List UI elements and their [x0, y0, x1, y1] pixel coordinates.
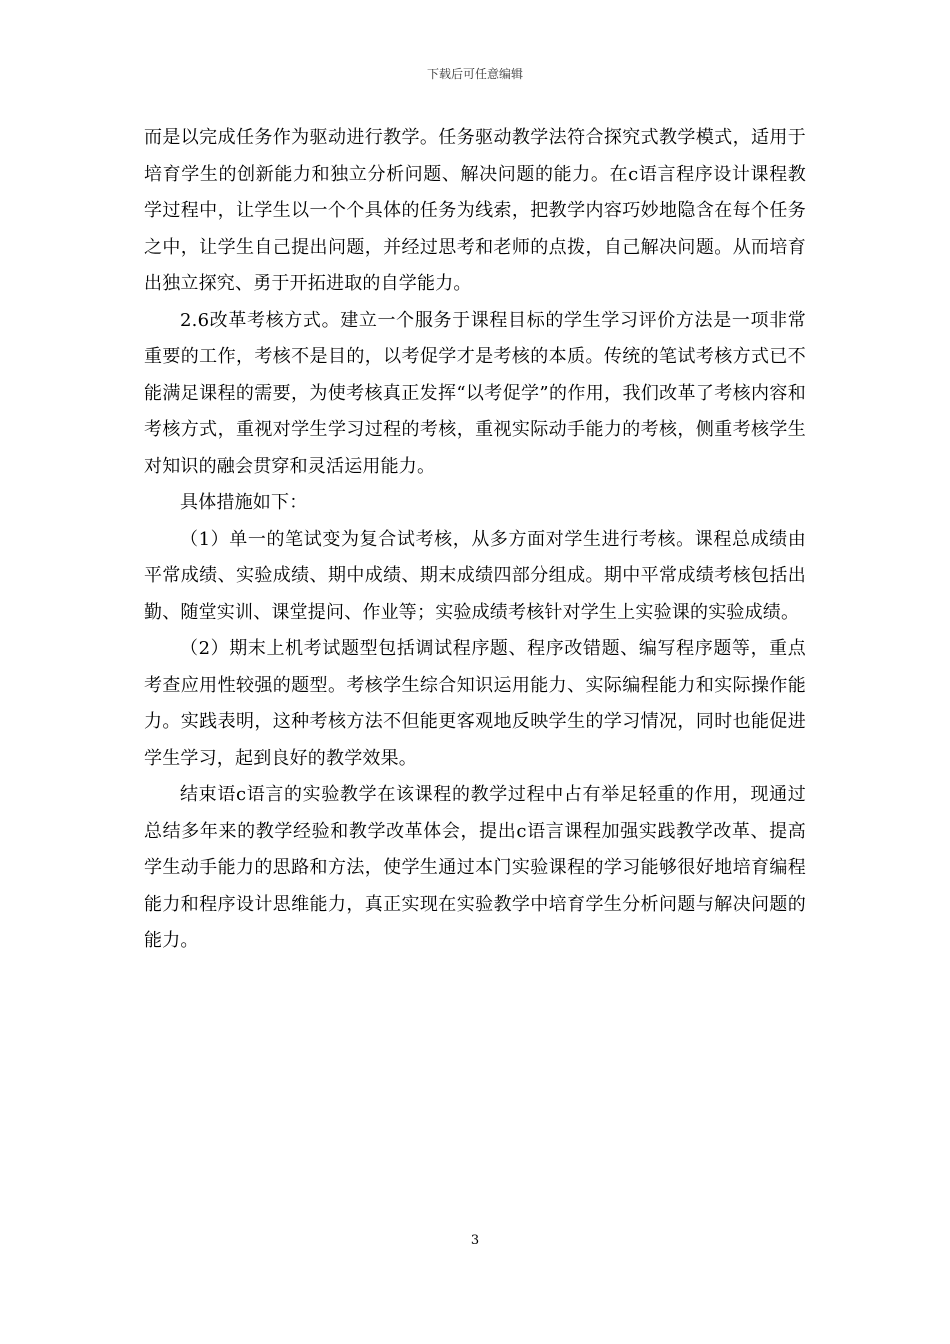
- paragraph-measure-2: （2）期末上机考试题型包括调试程序题、程序改错题、编写程序题等，重点考查应用性较强的题型。考核学生综合知识运用能力、实际编程能力和实际操作能力。实践表明，这种考核方法不但能更客观地反映学生的学习情况，同时也能促进学生学习，起到良好的教学效果。: [144, 638, 806, 769]
- paragraph-assessment-reform: 2.6改革考核方式。建立一个服务于课程目标的学生学习评价方法是一项非常重要的工作，考核不是目的，以考促学才是考核的本质。传统的笔试考核方式已不能满足课程的需要，为使考核真正发挥“以考促学”的作用，我们改革了考核内容和考核方式，重视对学生学习过程的考核，重视实际动手能力的考核，侧重考核学生对知识的融会贯穿和灵活运用能力。: [144, 309, 806, 477]
- paragraph-conclusion: 结束语c语言的实验教学在该课程的教学过程中占有举足轻重的作用，现通过总结多年来的教学经验和教学改革体会，提出c语言课程加强实践教学改革、提高学生动手能力的思路和方法，使学生通过本门实验课程的学习能够很好地培育编程能力和程序设计思维能力，真正实现在实验教学中培育学生分析问题与解决问题的能力。: [144, 784, 806, 951]
- page-header: 下载后可任意编辑: [426, 67, 523, 81]
- paragraph-measure-1: （1）单一的笔试变为复合试考核，从多方面对学生进行考核。课程总成绩由平常成绩、实验成绩、期中成绩、期末成绩四部分组成。期中平常成绩考核包括出勤、随堂实训、课堂提问、作业等；实验成绩考核针对学生上实验课的实验成绩。: [144, 528, 806, 623]
- document-body: [144, 120, 806, 960]
- paragraph-measures-intro: 具体措施如下：: [180, 492, 308, 513]
- page-number: 3: [470, 1233, 480, 1248]
- paragraph-task-driven-teaching: 而是以完成任务作为驱动进行教学。任务驱动教学法符合探究式教学模式，适用于培育学生的创新能力和独立分析问题、解决问题的能力。在c语言程序设计课程教学过程中，让学生以一个个具体的任务为线索，把教学内容巧妙地隐含在每个任务之中，让学生自己提出问题，并经过思考和老师的点拨，自己解决问题。从而培育出独立探究、勇于开拓进取的自学能力。: [144, 127, 806, 294]
